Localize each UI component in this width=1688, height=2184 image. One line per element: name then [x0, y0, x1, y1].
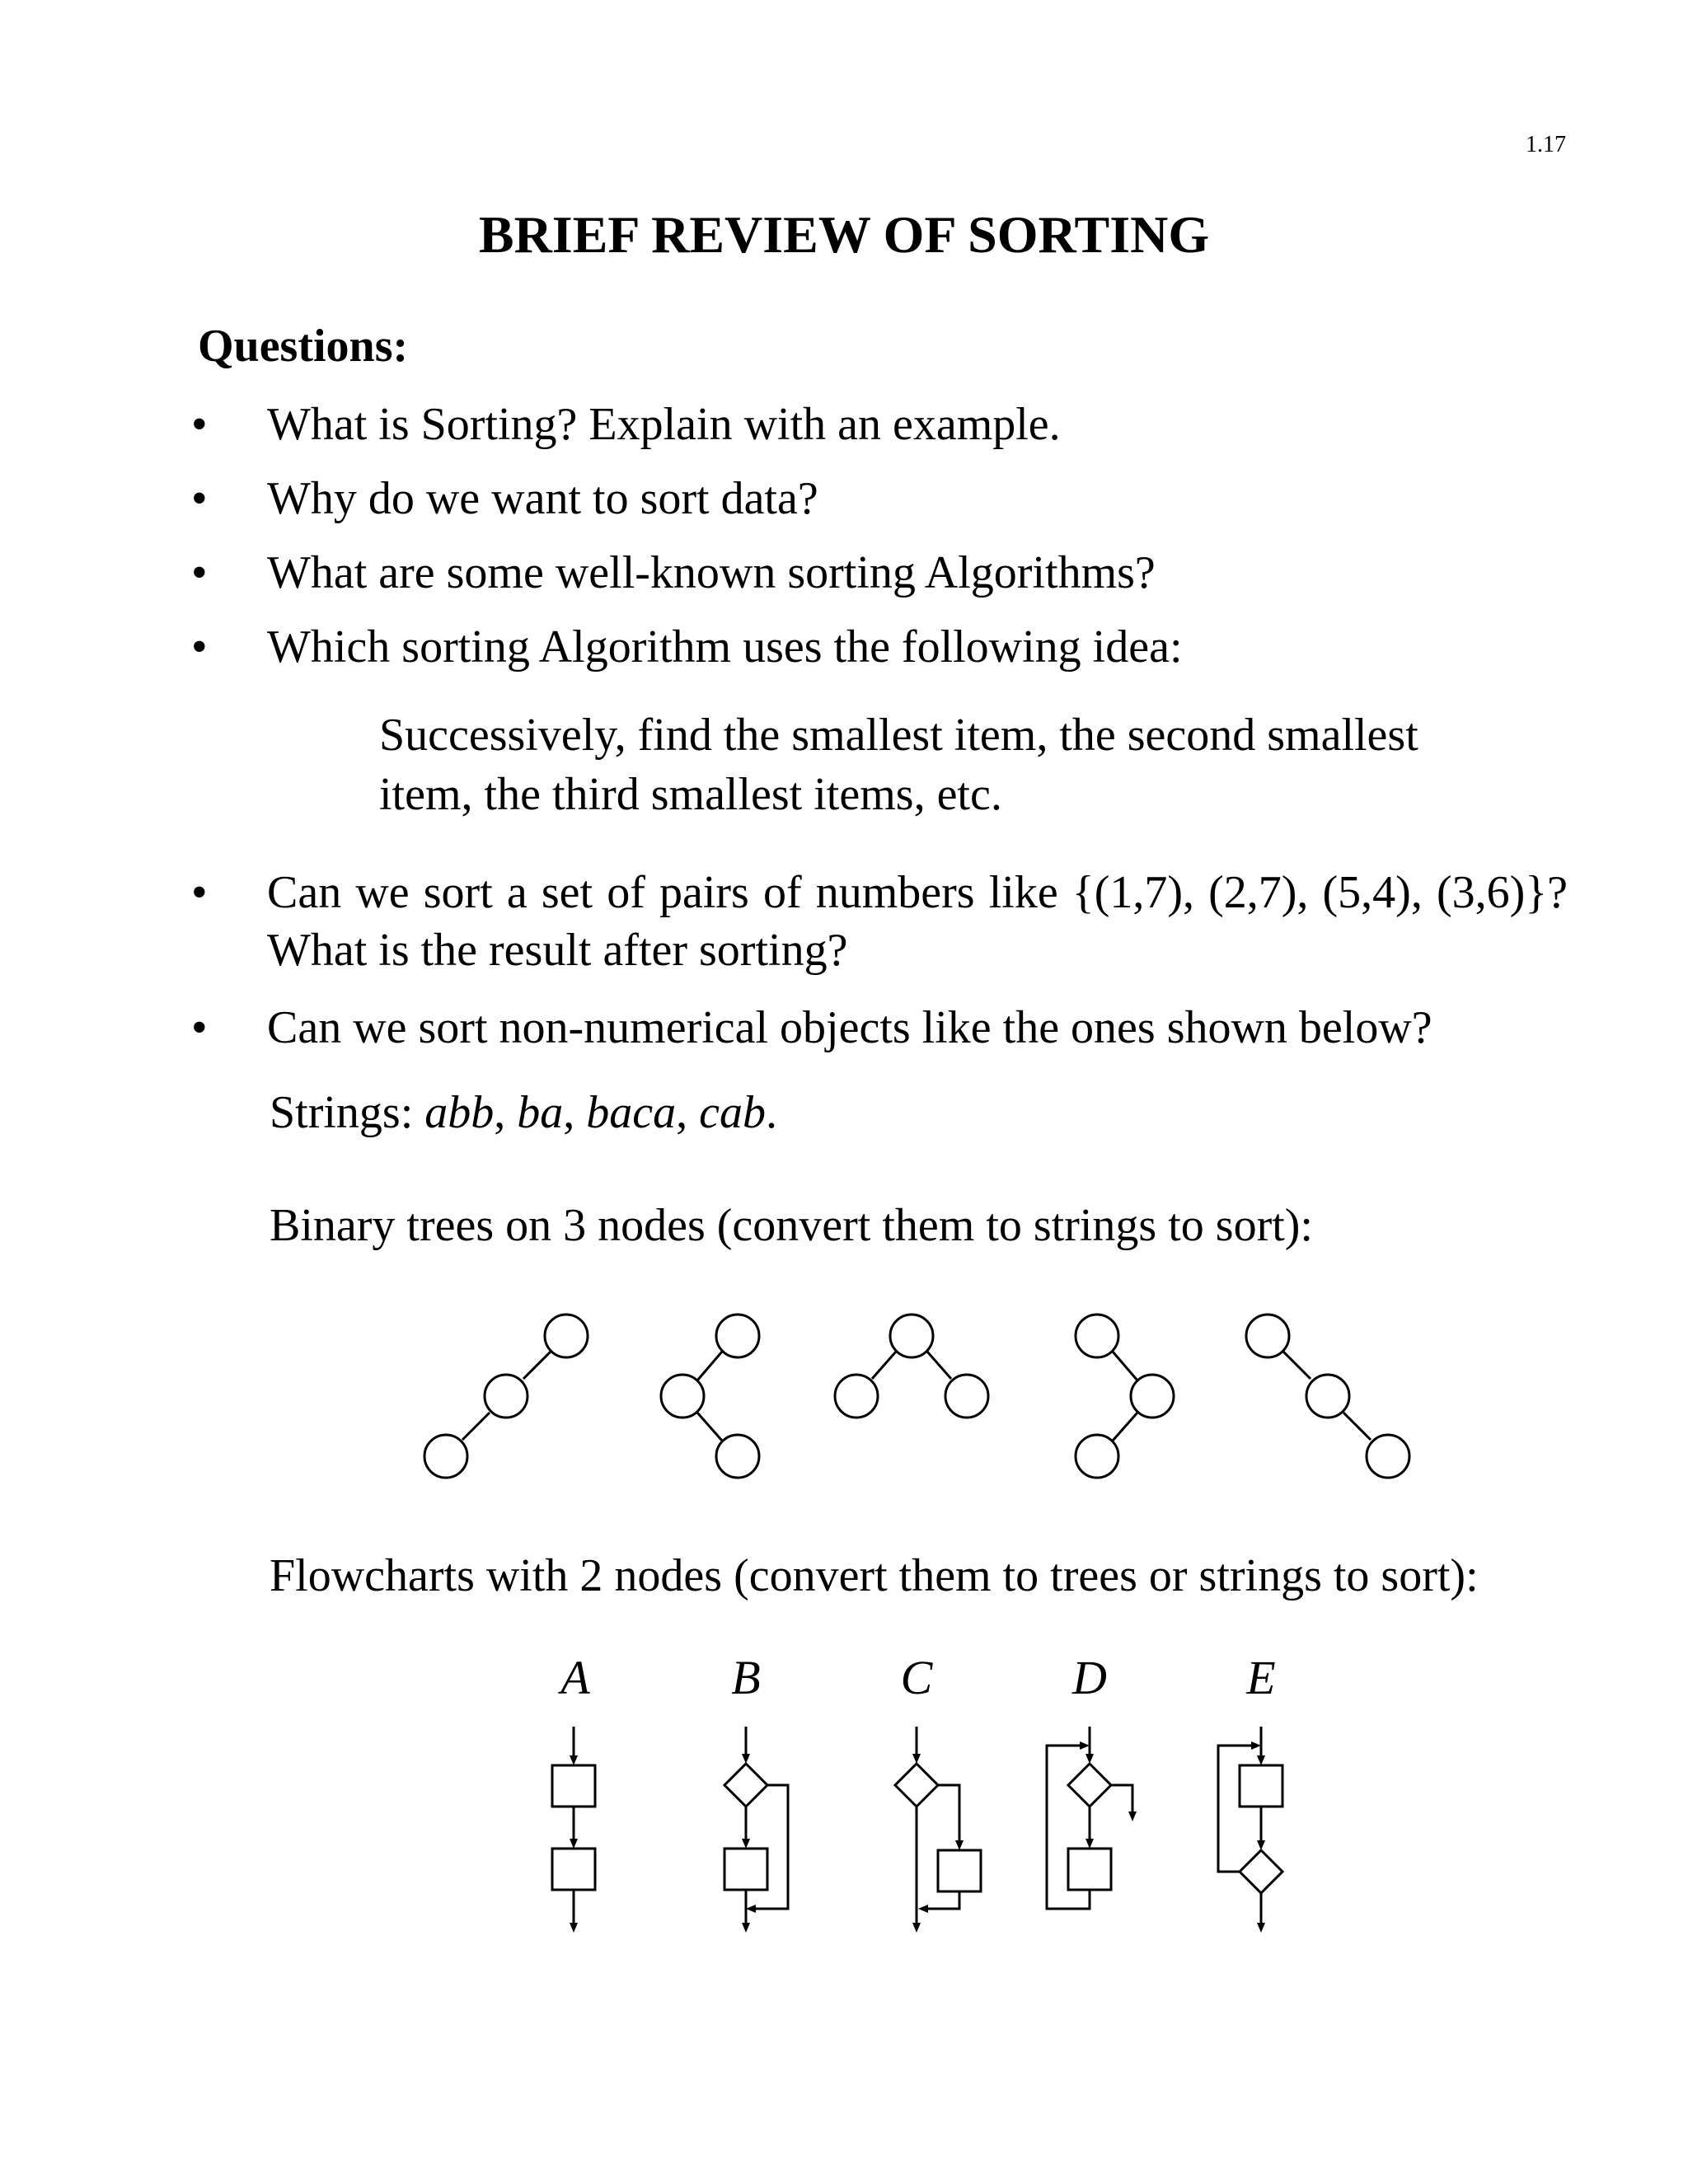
arrow-head [570, 1923, 578, 1933]
algorithm-idea-quote: Successively, find the smallest item, the second smallest item, the third smallest items, etc. [379, 710, 1418, 820]
bullet-marker: • [191, 867, 208, 918]
process-box [724, 1849, 767, 1890]
flow-line [938, 1785, 959, 1842]
bullet-text: Can we sort a set of pairs of numbers like {(1,7), (2,7), (5,4), (3,6)}? What is the result after sorting? [267, 867, 1568, 976]
arrow-head [912, 1923, 921, 1933]
arrow-head [955, 1840, 964, 1850]
trees-caption: Binary trees on 3 nodes (convert them to strings to sort): [270, 1200, 1313, 1251]
string-item: cab [699, 1087, 766, 1138]
arrow-head [746, 1905, 756, 1913]
arrow-head [742, 1923, 750, 1933]
process-box [552, 1765, 595, 1807]
decision-diamond [724, 1764, 767, 1807]
process-box [938, 1850, 981, 1891]
flowchart-label: C [900, 1651, 933, 1704]
bullet-marker: • [191, 547, 208, 598]
exit-line [1111, 1785, 1132, 1813]
arrow-head [1251, 1741, 1261, 1750]
strings-separator: , [676, 1087, 700, 1138]
bullet-marker: • [191, 399, 208, 450]
flowchart-label: E [1246, 1651, 1276, 1704]
arrow-head [1257, 1755, 1265, 1765]
arrow-head [918, 1905, 928, 1913]
flowchart-b [724, 1727, 788, 1933]
process-box [1240, 1765, 1282, 1807]
string-item: baca [586, 1087, 677, 1138]
flowcharts-caption: Flowcharts with 2 nodes (convert them to trees or strings to sort): [270, 1550, 1479, 1601]
page-title: BRIEF REVIEW OF SORTING [478, 205, 1210, 264]
bullet-text: Why do we want to sort data? [267, 473, 818, 524]
questions-heading: Questions: [198, 321, 409, 372]
arrow-head [570, 1839, 578, 1849]
bullet-marker: • [191, 621, 208, 673]
arrow-head [1085, 1839, 1094, 1849]
process-box [1068, 1849, 1111, 1890]
flowchart-d [1047, 1727, 1137, 1909]
arrow-head [742, 1839, 750, 1849]
flowchart-label: A [560, 1651, 590, 1704]
decision-diamond [1068, 1764, 1111, 1807]
arrow-head [570, 1755, 578, 1765]
arrow-head [1080, 1741, 1090, 1750]
bullet-marker: • [191, 473, 208, 524]
arrow-head [1128, 1811, 1137, 1821]
page-number: 1.17 [1526, 132, 1566, 157]
decision-diamond [895, 1764, 938, 1807]
flowchart-label: D [1072, 1651, 1107, 1704]
flowchart-label: B [731, 1651, 761, 1704]
flowchart-c [895, 1727, 981, 1933]
bullet-text: What is Sorting? Explain with an example. [267, 399, 1061, 450]
strings-separator: , [494, 1087, 518, 1138]
flowchart-e [1218, 1727, 1282, 1933]
process-box [552, 1849, 595, 1890]
strings-end: . [765, 1087, 777, 1138]
strings-separator: , [563, 1087, 587, 1138]
arrow-head [1257, 1923, 1265, 1933]
string-item: abb [424, 1087, 495, 1138]
string-item: ba [517, 1087, 564, 1138]
strings-label: Strings: [270, 1087, 425, 1138]
bullet-marker: • [191, 1002, 208, 1053]
bullet-text: Which sorting Algorithm uses the following idea: [267, 621, 1183, 673]
bullet-text: Can we sort non-numerical objects like the ones shown below? [267, 1002, 1432, 1053]
flowchart-a [552, 1727, 595, 1933]
decision-diamond [1240, 1850, 1282, 1893]
bullet-text: What are some well-known sorting Algorithms? [267, 547, 1156, 598]
join-line [926, 1891, 959, 1909]
